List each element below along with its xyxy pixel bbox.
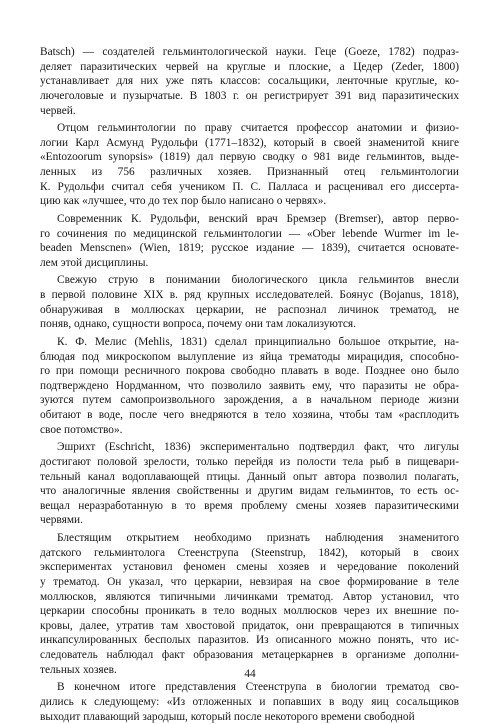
text-line: Batsch) — создателей гельминтологической науки. Гецe (Goeze, 1782) подраз- xyxy=(40,45,459,60)
text-line: следователь наблюдал факт образования метацеркарнев в организме дополни- xyxy=(40,648,459,663)
text-line: Блестящим открытием необходимо признать наблюдения знаменитого xyxy=(40,531,459,546)
text-line: инкапсулированных бесполых паразитов. Из описанного можно понять, что ис- xyxy=(40,633,459,648)
paragraph xyxy=(40,335,459,437)
text-line: цию как «лучшее, что до тех пор было написано о червях». xyxy=(40,194,459,209)
paragraph xyxy=(40,273,459,332)
text-line: «Entozoorum synopsis» (1819) дал первую сводку о 981 виде гельминтов, выде- xyxy=(40,150,459,165)
text-line: К. Ф. Мелис (Mehlis, 1831) сделал принципиально большое открытие, на- xyxy=(40,335,459,350)
page-number: 44 xyxy=(0,668,500,680)
text-line: подтверждено Нордманном, что позволило заявить ему, что паразиты не обра- xyxy=(40,379,459,394)
text-line: тельный канал водоплавающей птицы. Данный опыт автора позволил полагать, xyxy=(40,470,459,485)
text-line: го сочинения по медицинской гельминтологии — «Ober lebende Wurmer im le- xyxy=(40,227,459,242)
paragraph xyxy=(40,212,459,271)
text-line: достигают половой зрелости, только перейдя из полости тела рыб в пищевари- xyxy=(40,455,459,470)
text-line: Эшрихт (Eschricht, 1836) экспериментально подтвердил факт, что лигулы xyxy=(40,440,459,455)
text-line: что аналогичные явления свойственны и другим видам гельминтов, то есть ос- xyxy=(40,484,459,499)
text-line: лем этой дисциплины. xyxy=(40,256,459,271)
text-line: логии Карл Асмунд Рудольфи (1771–1832), который в своей знаменитой книге xyxy=(40,136,459,151)
text-line: beaden Menscnen» (Wien, 1819; русское издание — 1839), считается основате- xyxy=(40,241,459,256)
text-line: поняв, однако, сущности вопроса, почему они там локализуются. xyxy=(40,317,459,332)
text-line: К. Рудольфи считал себя учеником П. С. Палласа и расценивал его диссерта- xyxy=(40,180,459,195)
text-line: деляет паразитических червей на круглые и плоские, а Цедер (Zeder, 1800) xyxy=(40,60,459,75)
text-line: в первой половине XIX в. ряд крупных исследователей. Боянус (Bojanus, 1818), xyxy=(40,288,459,303)
text-line: В конечном итоге представления Стеенструпа в биологии трематод сво- xyxy=(40,680,459,695)
text-line: дились к следующему: «Из отложенных и попавших в воду яиц сосальщиков xyxy=(40,695,459,710)
text-line: устанавливает для них уже пять классов: сосальщики, ленточные круглые, ко- xyxy=(40,74,459,89)
text-line: червей. xyxy=(40,104,459,119)
page-body xyxy=(40,45,459,724)
text-line: свое потомство». xyxy=(40,423,459,438)
paragraph xyxy=(40,531,459,677)
text-line: го при помощи ресничного покрова свободно плавать в воде. Позднее оно было xyxy=(40,364,459,379)
text-line: ленных из 756 различных хозяев. Признанный отец гельминтологии xyxy=(40,165,459,180)
text-line: блюдая под микроскопом вылупление из яйца трематоды мирацидия, способно- xyxy=(40,350,459,365)
text-line: у трематод. Он указал, что церкарии, невзирая на свое формирование в теле xyxy=(40,575,459,590)
text-line: выходит плавающий зародыш, который после некоторого времени свободной xyxy=(40,710,459,724)
paragraph xyxy=(40,45,459,118)
paragraph xyxy=(40,121,459,209)
text-line: экспериментах установил феномен смены хозяев и чередование поколений xyxy=(40,560,459,575)
text-line: датского гельминтолога Стеенструпа (Steenstrup, 1842), который в своих xyxy=(40,546,459,561)
text-line: лючеголовые и пузырчатые. В 1803 г. он регистрирует 391 вид паразитических xyxy=(40,89,459,104)
text-line: тельных хозяев. xyxy=(40,663,459,678)
text-line: Современник К. Рудольфи, венский врач Бремзер (Bremser), автор перво- xyxy=(40,212,459,227)
text-line: обитают в воде, после чего внедряются в тело хозяина, чтобы там «расплодить xyxy=(40,408,459,423)
text-line: кровы, далее, утратив там хвостовой придаток, они превращаются в типичных xyxy=(40,619,459,634)
text-line: вещал неразработанную в то время проблему смены хозяев паразитическими xyxy=(40,499,459,514)
text-line: зуются путем самопроизвольного зарождения, а в начальном периоде жизни xyxy=(40,393,459,408)
text-line: червями. xyxy=(40,513,459,528)
text-line: Отцом гельминтологии по праву считается профессор анатомии и физио- xyxy=(40,121,459,136)
text-line: Свежую струю в понимании биологического цикла гельминтов внесли xyxy=(40,273,459,288)
text-line: моллюсков, являются типичными личинками трематод. Автор установил, что xyxy=(40,590,459,605)
paragraph xyxy=(40,680,459,724)
paragraph xyxy=(40,440,459,528)
text-line: обнаруживая в моллюсках церкарии, не распознал личинок трематод, не xyxy=(40,303,459,318)
text-line: церкарии способны проникать в тело водных моллюсков через их внешние по- xyxy=(40,604,459,619)
